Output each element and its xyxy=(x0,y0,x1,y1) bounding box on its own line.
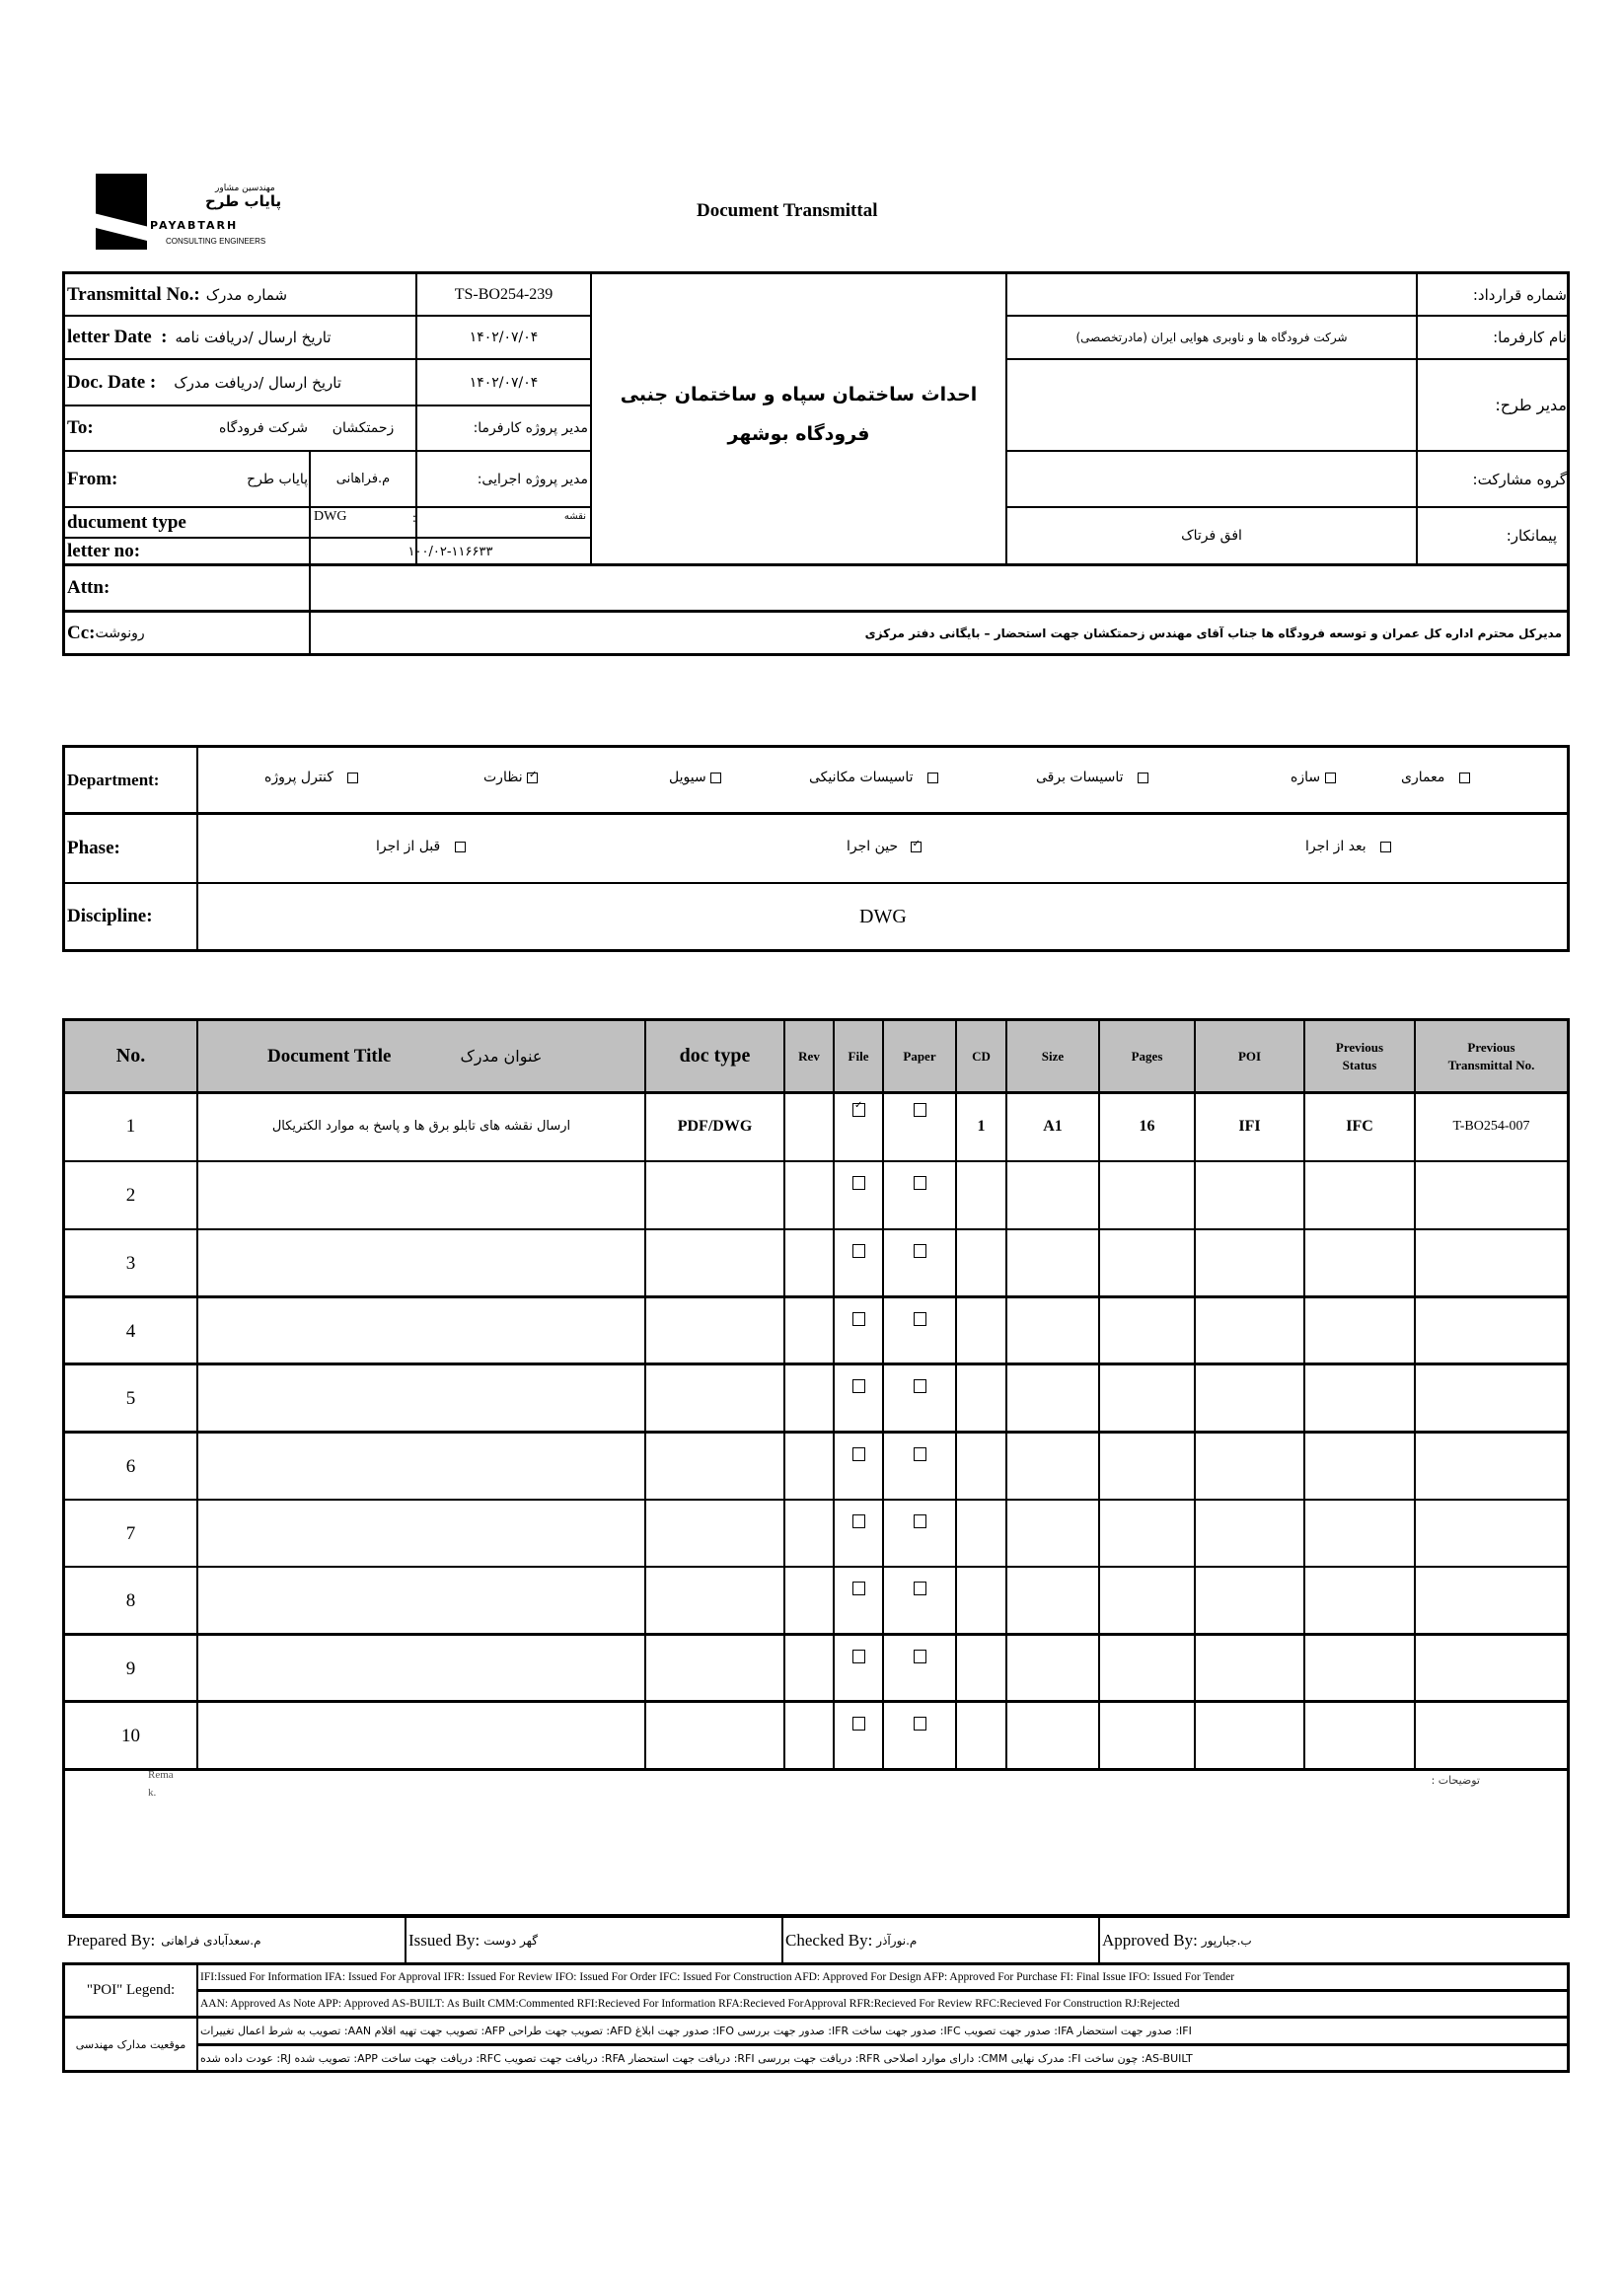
logo-text xyxy=(148,184,306,209)
file-cell xyxy=(835,1298,882,1364)
file-cell xyxy=(835,1434,882,1500)
file-cell xyxy=(835,1162,882,1228)
prev-transmittal-cell[interactable] xyxy=(1416,1298,1567,1364)
title-cell[interactable]: ارسال نقشه های تابلو برق ها و پاسخ به موارد الکتریکال xyxy=(271,1119,571,1134)
department-option-supervision[interactable] xyxy=(483,770,538,785)
pages-cell[interactable]: 16 xyxy=(1139,1117,1155,1135)
document-type-label-en: ducument type xyxy=(67,511,186,533)
rev-cell[interactable] xyxy=(785,1703,833,1769)
file-cell xyxy=(835,1093,882,1159)
letter-no-label xyxy=(67,539,309,564)
transmittal-no-value: TS-BO254-239 xyxy=(454,285,554,303)
to-label xyxy=(67,406,166,450)
title-cell[interactable] xyxy=(198,1501,644,1567)
discipline-value: DWG xyxy=(859,905,907,927)
paper-checkbox[interactable] xyxy=(914,1379,926,1393)
prev-status-cell[interactable] xyxy=(1305,1162,1414,1228)
prev-status-cell[interactable] xyxy=(1305,1703,1414,1769)
size-cell[interactable] xyxy=(1007,1434,1098,1500)
no-cell: 10 xyxy=(121,1725,140,1746)
title-cell[interactable] xyxy=(198,1703,644,1769)
option-label: حین اجرا xyxy=(847,839,899,854)
project-title xyxy=(592,375,1005,454)
from-value: پایاب طرح xyxy=(247,471,308,487)
title-cell[interactable] xyxy=(198,1636,644,1702)
approved-by-label: Approved By: xyxy=(1102,1930,1198,1950)
file-cell xyxy=(835,1703,882,1769)
logo-tagline: CONSULTING ENGINEERS xyxy=(166,237,266,246)
poi-legend-label: "POI" Legend: xyxy=(86,1982,176,1998)
cd-cell[interactable] xyxy=(957,1636,1005,1702)
no-cell: 7 xyxy=(125,1522,136,1544)
paper-cell xyxy=(884,1568,955,1634)
paper-cell xyxy=(884,1434,955,1500)
checked-by xyxy=(785,1918,1096,1962)
employer-label: نام کارفرما: xyxy=(1493,329,1567,346)
paper-checkbox[interactable] xyxy=(914,1176,926,1190)
cd-cell[interactable] xyxy=(957,1703,1005,1769)
from-person: م.فراهانی xyxy=(335,472,391,486)
doc-type-cell[interactable] xyxy=(646,1365,783,1432)
rev-cell[interactable] xyxy=(785,1162,833,1228)
document-type-sep: : xyxy=(412,511,416,526)
title-cell[interactable] xyxy=(198,1365,644,1432)
doc-type-cell[interactable]: PDF/DWG xyxy=(677,1117,753,1135)
doc-date-label-en: Doc. Date : xyxy=(67,371,157,393)
poi-cell[interactable] xyxy=(1196,1636,1303,1702)
col-header-no: No. xyxy=(115,1045,146,1067)
document-type-label-fa: نقشه xyxy=(563,511,586,522)
from-label xyxy=(67,452,166,506)
paper-cell xyxy=(884,1703,955,1769)
col-header-title xyxy=(198,1021,644,1091)
contract-no-value xyxy=(1007,274,1416,315)
attn-value xyxy=(311,566,1566,610)
phase-option-before[interactable] xyxy=(376,839,466,854)
doc-type-cell[interactable] xyxy=(646,1703,783,1769)
transmittal-no-label xyxy=(67,274,414,315)
checkbox-after-execution[interactable] xyxy=(1380,842,1391,852)
rev-cell[interactable] xyxy=(785,1568,833,1634)
option-label: سازه xyxy=(1291,770,1321,785)
file-checkbox[interactable] xyxy=(852,1582,865,1595)
page-title: Document Transmittal xyxy=(697,200,878,221)
poi-cell[interactable] xyxy=(1196,1365,1303,1432)
prepared-by xyxy=(67,1918,403,1962)
title-cell[interactable] xyxy=(198,1230,644,1296)
prev-transmittal-cell[interactable] xyxy=(1416,1162,1567,1228)
document-type-value: DWG xyxy=(314,509,347,524)
option-label: معماری xyxy=(1401,770,1445,785)
file-checkbox[interactable] xyxy=(852,1379,865,1393)
paper-checkbox[interactable] xyxy=(914,1103,926,1117)
cc-value: مدیرکل محترم اداره کل عمران و توسعه فرودگاه ها جناب آقای مهندس زحمتکشان جهت استحضار – بایگانی دفتر مرکزی xyxy=(864,626,1562,640)
file-cell xyxy=(835,1230,882,1296)
logo-company-fa: پایاب طرح xyxy=(205,192,282,210)
checkbox-before-execution[interactable] xyxy=(455,842,466,852)
paper-checkbox[interactable] xyxy=(914,1650,926,1663)
paper-cell xyxy=(884,1093,955,1159)
file-cell xyxy=(835,1365,882,1432)
paper-checkbox[interactable] xyxy=(914,1514,926,1528)
paper-checkbox[interactable] xyxy=(914,1582,926,1595)
title-cell[interactable] xyxy=(198,1298,644,1364)
poi-cell[interactable] xyxy=(1196,1230,1303,1296)
cc-label-en: Cc: xyxy=(67,623,96,643)
file-checkbox[interactable] xyxy=(852,1103,865,1117)
from-label-en: From: xyxy=(67,468,118,489)
doc-type-cell[interactable] xyxy=(646,1434,783,1500)
doc-type-cell[interactable] xyxy=(646,1230,783,1296)
option-label: تاسیسات برقی xyxy=(1036,770,1124,785)
logo-mark xyxy=(96,174,147,250)
option-label: قبل از اجرا xyxy=(376,839,441,854)
file-cell xyxy=(835,1636,882,1702)
letter-date-label-fa: تاریخ ارسال /دریافت نامه xyxy=(175,329,332,346)
pages-cell[interactable] xyxy=(1100,1568,1194,1634)
poi-cell[interactable] xyxy=(1196,1298,1303,1364)
letter-no-value: ۱۰۰/۰۲-۱۱۶۶۳۳ xyxy=(407,544,493,559)
no-cell: 1 xyxy=(125,1115,136,1137)
poi-legend-line2: AAN: Approved As Note APP: Approved AS-BUILT: As Built CMM:Commented RFI:Recieved For Information RFA:Recieved ForApproval RFR:Recieved For Review RFC:Recieved For Construction RJ:Rejected xyxy=(200,1998,1180,2010)
paper-checkbox[interactable] xyxy=(914,1244,926,1258)
status-legend-label: موقعیت مدارک مهندسی xyxy=(75,2037,186,2051)
size-cell[interactable] xyxy=(1007,1230,1098,1296)
option-label: نظارت xyxy=(483,770,523,785)
rev-cell[interactable] xyxy=(785,1230,833,1296)
contractor-value: افق فرتاک xyxy=(1181,528,1242,544)
status-legend-line2-text: AS-BUILT: چون ساخت FI: مدرک نهایی CMM: دارای موارد اصلاحی RFR: دریافت جهت بررسی RFI: دریافت جهت استحضار RFA: دریافت جهت تصویب RFC: دریافت جهت ساخت APP: تصویب شده RJ: عودت داده شده xyxy=(200,2051,1193,2065)
col-header-prev-status-line2: Status xyxy=(1342,1057,1377,1072)
from-role: مدیر پروژه اجرایی: xyxy=(477,471,588,487)
prev-transmittal-cell[interactable]: T-BO254-007 xyxy=(1452,1118,1530,1134)
file-checkbox[interactable] xyxy=(852,1176,865,1190)
status-legend-line2 xyxy=(200,2046,1566,2070)
rev-cell[interactable] xyxy=(785,1093,833,1159)
option-label: تاسیسات مکانیکی xyxy=(809,770,914,785)
doc-date-value: ۱۴۰۲/۰۷/۰۴ xyxy=(469,374,539,391)
col-header-pages: Pages xyxy=(1131,1048,1163,1064)
title-cell[interactable] xyxy=(198,1434,644,1500)
document-type-label xyxy=(67,508,309,537)
letter-date-label xyxy=(67,317,414,358)
phase-option-after[interactable] xyxy=(1305,839,1391,854)
rev-cell[interactable] xyxy=(785,1636,833,1702)
contract-no-label: شماره قرارداد: xyxy=(1472,285,1567,304)
cc-label-fa: رونوشت xyxy=(95,626,145,641)
col-header-file: File xyxy=(848,1048,869,1064)
paper-cell xyxy=(884,1162,955,1228)
plan-manager-value xyxy=(1007,360,1416,450)
checkbox-during-execution[interactable] xyxy=(911,842,922,852)
cd-cell[interactable]: 1 xyxy=(977,1117,986,1135)
checkbox-architecture[interactable] xyxy=(1459,773,1470,783)
transmittal-no-label-fa: شماره مدرک xyxy=(205,285,288,304)
cd-cell[interactable] xyxy=(957,1230,1005,1296)
prev-transmittal-cell[interactable] xyxy=(1416,1501,1567,1567)
size-cell[interactable] xyxy=(1007,1568,1098,1634)
no-cell: 3 xyxy=(125,1252,136,1274)
approved-by-value: ب.جبارپور xyxy=(1201,1933,1252,1948)
paper-cell xyxy=(884,1501,955,1567)
prev-status-cell[interactable] xyxy=(1305,1568,1414,1634)
prev-status-cell[interactable] xyxy=(1305,1501,1414,1567)
paper-checkbox[interactable] xyxy=(914,1312,926,1326)
title-cell[interactable] xyxy=(198,1568,644,1634)
contractor-label: پیمانکار: xyxy=(1506,527,1557,545)
poi-cell[interactable] xyxy=(1196,1703,1303,1769)
col-header-rev: Rev xyxy=(798,1048,820,1064)
paper-cell xyxy=(884,1230,955,1296)
remarks-label-fa: توضیحات : xyxy=(1431,1774,1480,1787)
prev-status-cell[interactable] xyxy=(1305,1230,1414,1296)
size-cell[interactable]: A1 xyxy=(1043,1117,1063,1135)
no-cell: 9 xyxy=(125,1658,136,1679)
size-cell[interactable] xyxy=(1007,1636,1098,1702)
issued-by xyxy=(408,1918,779,1962)
prev-transmittal-cell[interactable] xyxy=(1416,1434,1567,1500)
to-role: مدیر پروژه کارفرما: xyxy=(473,420,588,436)
col-header-prev-transmittal xyxy=(1416,1021,1567,1091)
size-cell[interactable] xyxy=(1007,1298,1098,1364)
checked-by-value: م.نورآذر xyxy=(876,1933,918,1948)
remarks-field[interactable] xyxy=(207,1796,1371,1904)
partnership-group-label: گروه مشارکت: xyxy=(1472,470,1567,488)
option-label: سیویل xyxy=(669,770,706,785)
rev-cell[interactable] xyxy=(785,1501,833,1567)
document-type-field xyxy=(314,509,588,537)
size-cell[interactable] xyxy=(1007,1365,1098,1432)
doc-type-cell[interactable] xyxy=(646,1636,783,1702)
cc-label xyxy=(67,613,309,654)
cd-cell[interactable] xyxy=(957,1568,1005,1634)
employer-value: شرکت فرودگاه ها و ناوبری هوایی ایران (مادرتخصصی) xyxy=(1075,331,1348,344)
no-cell: 6 xyxy=(125,1455,136,1477)
status-legend-line1-text: IFI: صدور جهت استحضار IFA: صدور جهت تصویب IFC: صدور جهت ساخت IFR: صدور جهت بررسی IFO: صدور جهت ابلاغ AFD: تصویب جهت طراحی AFP: تصویب جهت تهیه اقلام AAN: تصویب به شرط اعمال تغییرات xyxy=(200,2025,1192,2037)
prev-status-cell[interactable] xyxy=(1305,1298,1414,1364)
col-header-poi: POI xyxy=(1237,1048,1262,1064)
paper-checkbox[interactable] xyxy=(914,1447,926,1461)
paper-checkbox[interactable] xyxy=(914,1717,926,1731)
doc-type-cell[interactable] xyxy=(646,1162,783,1228)
pages-cell[interactable] xyxy=(1100,1636,1194,1702)
col-header-paper: Paper xyxy=(903,1048,936,1064)
no-cell: 8 xyxy=(125,1589,136,1611)
cd-cell[interactable] xyxy=(957,1162,1005,1228)
partnership-group-value xyxy=(1007,452,1416,506)
issued-by-value: گهر دوست xyxy=(483,1933,538,1948)
plan-manager-label: مدیر طرح: xyxy=(1495,396,1567,414)
paper-cell xyxy=(884,1365,955,1432)
checkbox-supervision[interactable] xyxy=(527,773,538,783)
phase-option-during[interactable] xyxy=(847,839,922,854)
cd-cell[interactable] xyxy=(957,1365,1005,1432)
col-header-size: Size xyxy=(1041,1048,1065,1064)
file-cell xyxy=(835,1501,882,1567)
logo-company-fa-small: مهندسین مشاور xyxy=(215,184,275,193)
department-option-mechanical[interactable] xyxy=(809,770,938,785)
transmittal-no-label-en: Transmittal No.: xyxy=(67,283,200,305)
to-person: زحمتکشان xyxy=(332,420,395,436)
pages-cell[interactable] xyxy=(1100,1365,1194,1432)
prev-status-cell[interactable] xyxy=(1305,1365,1414,1432)
to-label-en: To: xyxy=(67,417,94,438)
col-header-prev-trans-line2: Transmittal No. xyxy=(1447,1057,1535,1072)
remarks-label-en xyxy=(148,1766,174,1802)
file-cell xyxy=(835,1568,882,1634)
rev-cell[interactable] xyxy=(785,1298,833,1364)
prepared-by-label: Prepared By: xyxy=(67,1930,156,1950)
doc-type-cell[interactable] xyxy=(646,1568,783,1634)
paper-cell xyxy=(884,1636,955,1702)
file-checkbox[interactable] xyxy=(852,1514,865,1528)
col-header-title-en: Document Title xyxy=(267,1045,392,1067)
prepared-by-value: م.سعدآبادی فراهانی xyxy=(161,1933,261,1948)
poi-cell[interactable]: IFI xyxy=(1238,1117,1261,1135)
checkbox-structure[interactable] xyxy=(1325,773,1336,783)
no-cell: 5 xyxy=(125,1387,136,1409)
doc-date-label xyxy=(67,360,414,405)
cd-cell[interactable] xyxy=(957,1434,1005,1500)
no-cell: 4 xyxy=(125,1320,136,1342)
remarks-label-en-2: k. xyxy=(148,1787,157,1799)
poi-legend-line1: IFI:Issued For Information IFA: Issued For Approval IFR: Issued For Review IFO: Issued For Order IFC: Issued For Construction AFD: Approved For Design AFP: Approved For Purchase FI: Final Issue IFO: Issued For Tender xyxy=(200,1971,1235,1983)
poi-cell[interactable] xyxy=(1196,1162,1303,1228)
pages-cell[interactable] xyxy=(1100,1703,1194,1769)
approved-by xyxy=(1102,1918,1566,1962)
phase-label: Phase: xyxy=(67,838,120,858)
poi-cell[interactable] xyxy=(1196,1568,1303,1634)
project-title-line1: احداث ساختمان سپاه و ساختمان جنبی xyxy=(620,384,978,405)
size-cell[interactable] xyxy=(1007,1703,1098,1769)
letter-date-label-en: letter Date : xyxy=(67,327,168,347)
prev-transmittal-cell[interactable] xyxy=(1416,1703,1567,1769)
department-label: Department: xyxy=(67,770,160,789)
option-label: بعد از اجرا xyxy=(1305,839,1366,854)
attn-label xyxy=(67,566,309,610)
project-title-line2: فرودگاه بوشهر xyxy=(727,423,870,445)
poi-cell[interactable] xyxy=(1196,1434,1303,1500)
paper-cell xyxy=(884,1298,955,1364)
department-option-civil[interactable] xyxy=(669,770,721,785)
logo-company-en: PAYABTARH xyxy=(150,219,239,232)
checked-by-label: Checked By: xyxy=(785,1930,873,1950)
prev-status-cell[interactable]: IFC xyxy=(1346,1117,1373,1135)
checkbox-electrical[interactable] xyxy=(1138,773,1148,783)
department-option-electrical[interactable] xyxy=(1036,770,1148,785)
issued-by-label: Issued By: xyxy=(408,1930,480,1950)
pages-cell[interactable] xyxy=(1100,1298,1194,1364)
size-cell[interactable] xyxy=(1007,1162,1098,1228)
poi-cell[interactable] xyxy=(1196,1501,1303,1567)
doc-type-cell[interactable] xyxy=(646,1298,783,1364)
checkbox-project-control[interactable] xyxy=(347,773,358,783)
pages-cell[interactable] xyxy=(1100,1162,1194,1228)
file-checkbox[interactable] xyxy=(852,1717,865,1731)
col-header-prev-trans-line1: Previous xyxy=(1467,1039,1515,1055)
col-header-cd: CD xyxy=(972,1048,991,1064)
file-checkbox[interactable] xyxy=(852,1650,865,1663)
prev-transmittal-cell[interactable] xyxy=(1416,1636,1567,1702)
pages-cell[interactable] xyxy=(1100,1434,1194,1500)
prev-transmittal-cell[interactable] xyxy=(1416,1365,1567,1432)
checkbox-civil[interactable] xyxy=(710,773,721,783)
letter-no-label-en: letter no: xyxy=(67,541,141,561)
col-header-doc-type: doc type xyxy=(679,1045,751,1067)
option-label: کنترل پروژه xyxy=(264,770,333,785)
prev-status-cell[interactable] xyxy=(1305,1636,1414,1702)
department-option-architecture[interactable] xyxy=(1401,770,1470,785)
cd-cell[interactable] xyxy=(957,1298,1005,1364)
rev-cell[interactable] xyxy=(785,1434,833,1500)
discipline-label: Discipline: xyxy=(67,906,153,926)
rev-cell[interactable] xyxy=(785,1365,833,1432)
no-cell: 2 xyxy=(125,1184,136,1206)
pages-cell[interactable] xyxy=(1100,1501,1194,1567)
doc-type-cell[interactable] xyxy=(646,1501,783,1567)
remarks-label-en-1: Rema xyxy=(148,1769,174,1781)
file-checkbox[interactable] xyxy=(852,1447,865,1461)
prev-transmittal-cell[interactable] xyxy=(1416,1568,1567,1634)
department-option-structure[interactable] xyxy=(1291,770,1336,785)
status-legend-line1 xyxy=(200,2019,1566,2043)
col-header-prev-status-line1: Previous xyxy=(1335,1039,1384,1055)
col-header-prev-status xyxy=(1305,1021,1414,1091)
letter-date-value: ۱۴۰۲/۰۷/۰۴ xyxy=(469,330,539,345)
prev-transmittal-cell[interactable] xyxy=(1416,1230,1567,1296)
size-cell[interactable] xyxy=(1007,1501,1098,1567)
department-option-project-control[interactable] xyxy=(264,770,358,785)
file-checkbox[interactable] xyxy=(852,1244,865,1258)
doc-date-label-fa: تاریخ ارسال /دریافت مدرک xyxy=(174,373,342,392)
cd-cell[interactable] xyxy=(957,1501,1005,1567)
checkbox-mechanical[interactable] xyxy=(927,773,938,783)
prev-status-cell[interactable] xyxy=(1305,1434,1414,1500)
to-value: شرکت فرودگاه xyxy=(219,420,308,436)
pages-cell[interactable] xyxy=(1100,1230,1194,1296)
col-header-title-fa: عنوان مدرک xyxy=(460,1047,543,1066)
title-cell[interactable] xyxy=(198,1162,644,1228)
attn-label-text: Attn: xyxy=(67,577,111,598)
file-checkbox[interactable] xyxy=(852,1312,865,1326)
